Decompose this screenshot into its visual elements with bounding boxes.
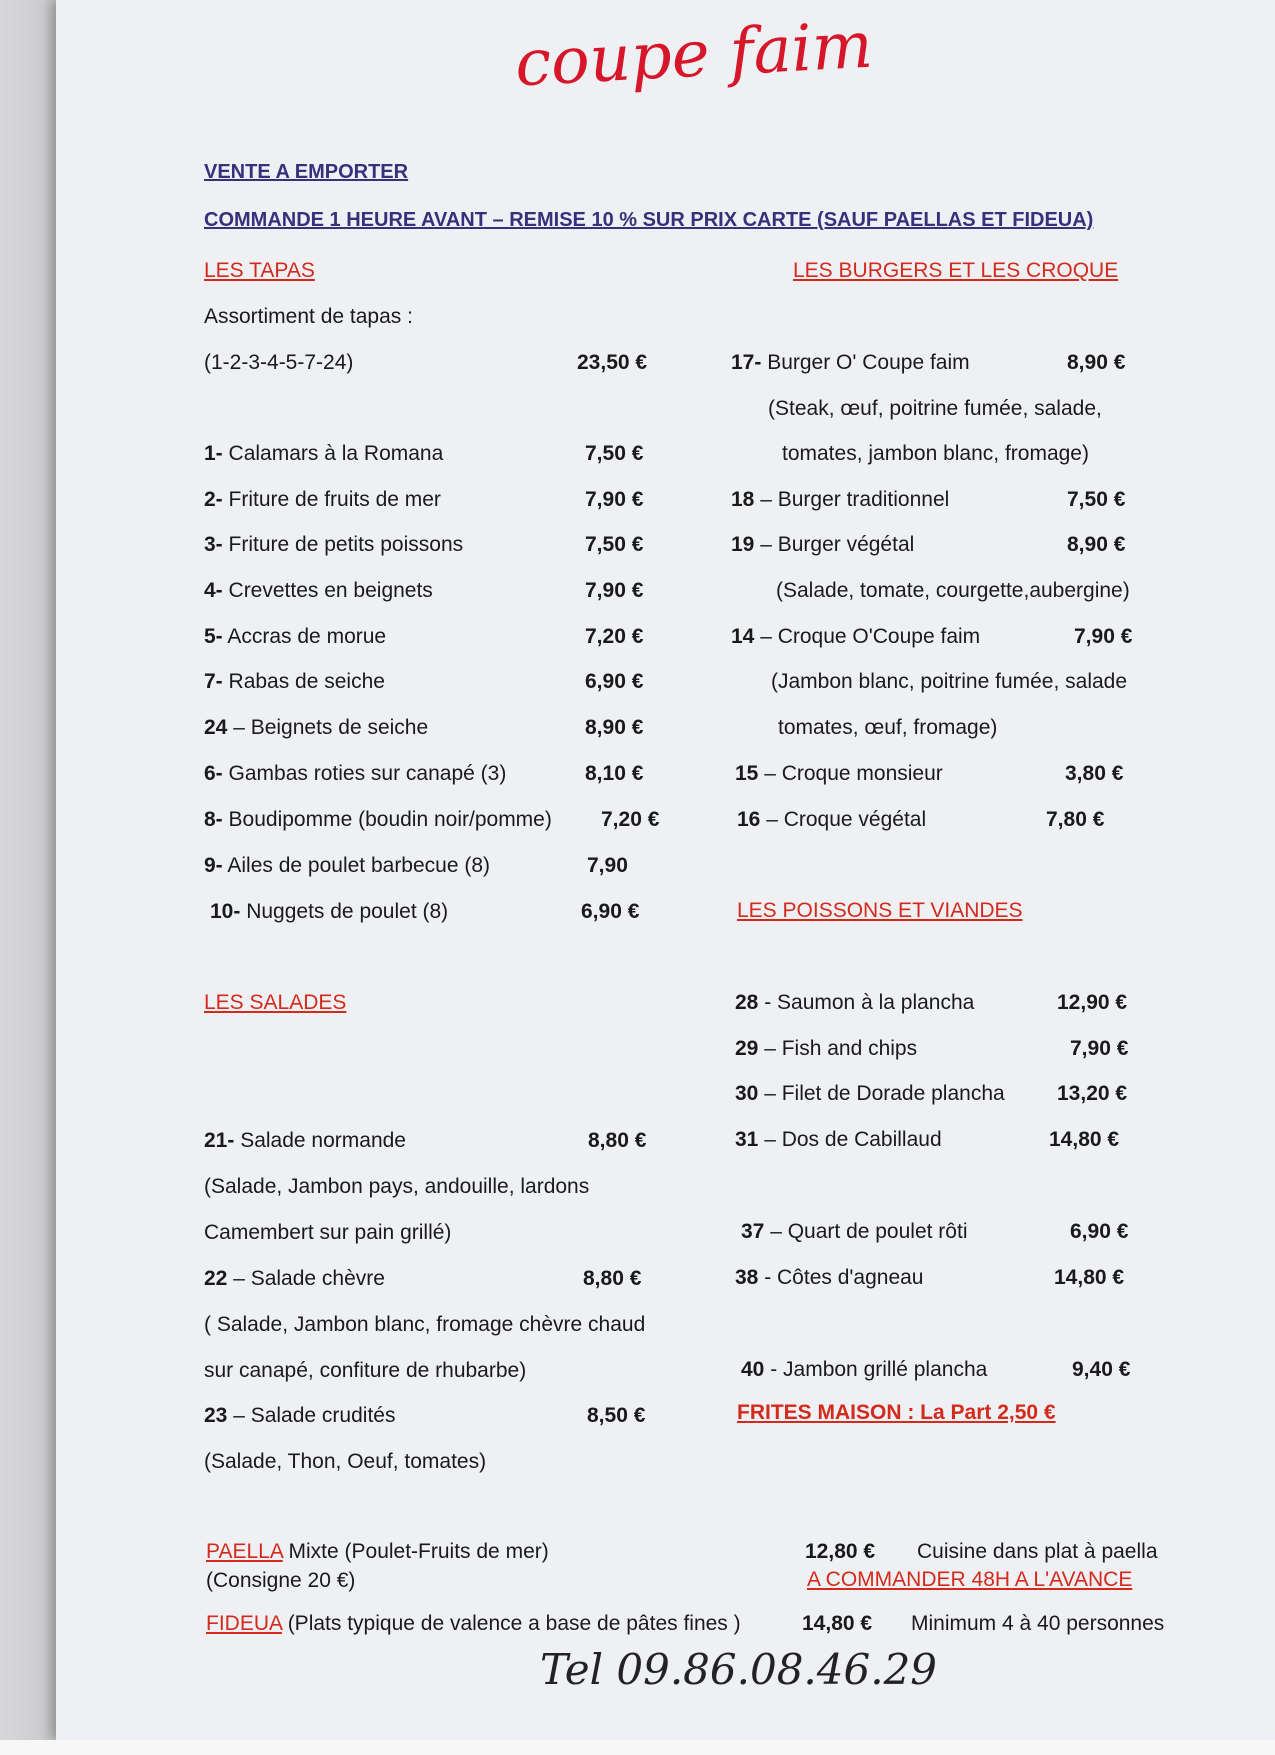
tapas-item-price: 7,50 €: [585, 442, 644, 465]
burger-item-name: Burger O' Coupe faim: [761, 351, 970, 374]
tapas-item-number: 8-: [204, 808, 223, 831]
salade-item-price: 8,50 €: [587, 1404, 646, 1427]
poisson-item: [735, 1128, 942, 1152]
poisson-item-name: - Saumon à la plancha: [758, 991, 975, 1014]
poisson-item-number: 28: [735, 991, 759, 1014]
tapas-item: [204, 625, 386, 649]
tapas-item: [204, 762, 506, 786]
burger-item-price: 8,90 €: [1067, 533, 1126, 556]
tapas-item-price: 7,90 €: [585, 488, 644, 511]
burger-item-name: – Burger traditionnel: [754, 488, 950, 511]
burger-item-price: 7,80 €: [1046, 808, 1105, 831]
burger-item-price: 7,50 €: [1067, 488, 1126, 511]
handwritten-title: coupe faim: [513, 8, 875, 102]
poisson-item: [735, 991, 974, 1015]
tapas-item-name: Accras de morue: [222, 625, 387, 648]
poisson-item-price: 14,80 €: [1054, 1266, 1125, 1289]
tapas-item: [204, 808, 552, 832]
poisson-item-price: 7,90 €: [1070, 1037, 1129, 1060]
phone-number: Tel 09.86.08.46.29: [540, 1645, 938, 1694]
tapas-item-price: 8,10 €: [585, 762, 644, 785]
salade-item-price: 8,80 €: [583, 1267, 642, 1290]
fideua-description: (Plats typique de valence a base de pâtes fines ): [281, 1612, 741, 1635]
burger-item-description: tomates, œuf, fromage): [778, 716, 998, 739]
poisson-item: [735, 1082, 1005, 1106]
poisson-item-number: 37: [741, 1220, 765, 1243]
burger-item-price: 3,80 €: [1065, 762, 1124, 785]
burger-item: [731, 533, 914, 557]
burger-item-price: 8,90 €: [1067, 351, 1126, 374]
burger-item-number: 17-: [731, 351, 762, 374]
burger-item-number: 19: [731, 533, 755, 556]
tapas-item: [204, 716, 428, 740]
tapas-item-number: 4-: [204, 579, 223, 602]
tapas-item-name: Friture de fruits de mer: [222, 488, 441, 511]
poisson-item: [735, 1266, 923, 1290]
poisson-item: [735, 1037, 917, 1061]
salade-item: [204, 1267, 385, 1291]
tapas-item-name: Nuggets de poulet (8): [240, 900, 449, 923]
tapas-item-name: Calamars à la Romana: [222, 442, 444, 465]
poisson-item-name: – Filet de Dorade plancha: [758, 1082, 1005, 1105]
salade-item-number: 21-: [204, 1129, 235, 1152]
tapas-item-name: Crevettes en beignets: [222, 579, 433, 602]
burger-item-description: (Steak, œuf, poitrine fumée, salade,: [768, 397, 1102, 420]
tapas-item: [204, 670, 385, 694]
burger-item: [737, 808, 926, 832]
burger-item: [735, 762, 943, 786]
salade-item-price: 8,80 €: [588, 1129, 647, 1152]
scan-left-edge: [0, 0, 56, 1755]
scan-bottom-edge: [0, 1740, 1275, 1755]
tapas-item: [210, 900, 448, 924]
poisson-item-number: 30: [735, 1082, 759, 1105]
burger-item-name: – Croque végétal: [760, 808, 927, 831]
tapas-item-number: 6-: [204, 762, 223, 785]
tapas-assortment-price: 23,50 €: [577, 351, 648, 374]
fideua-line: [206, 1612, 741, 1636]
poisson-item-price: 6,90 €: [1070, 1220, 1129, 1243]
tapas-item-price: 8,90 €: [585, 716, 644, 739]
section-title-salades: LES SALADES: [204, 991, 347, 1014]
tapas-item-number: 10-: [210, 900, 241, 923]
header-order-notice: COMMANDE 1 HEURE AVANT – REMISE 10 % SUR PRIX CARTE (SAUF PAELLAS ET FIDEUA): [204, 209, 1094, 231]
burger-item-number: 15: [735, 762, 759, 785]
paella-order-note: A COMMANDER 48H A L'AVANCE: [807, 1568, 1133, 1591]
poisson-item: [741, 1358, 987, 1382]
tapas-item-number: 5-: [204, 625, 223, 648]
salade-description: sur canapé, confiture de rhubarbe): [204, 1359, 527, 1382]
salade-item-number: 22: [204, 1267, 228, 1290]
salade-description: (Salade, Jambon pays, andouille, lardons: [204, 1175, 590, 1198]
tapas-item-number: 3-: [204, 533, 223, 556]
section-title-tapas: LES TAPAS: [204, 259, 315, 282]
tapas-item-name: Ailes de poulet barbecue (8): [222, 854, 491, 877]
poisson-item: [741, 1220, 967, 1244]
header-takeaway: VENTE A EMPORTER: [204, 161, 409, 183]
tapas-item-price: 7,50 €: [585, 533, 644, 556]
paella-deposit: (Consigne 20 €): [206, 1569, 356, 1592]
tapas-item-number: 24: [204, 716, 228, 739]
poisson-item-number: 31: [735, 1128, 759, 1151]
poisson-item-price: 13,20 €: [1057, 1082, 1128, 1105]
tapas-item-number: 7-: [204, 670, 223, 693]
burger-item-number: 14: [731, 625, 755, 648]
burger-item: [731, 351, 970, 375]
salade-item-number: 23: [204, 1404, 228, 1427]
fideua-price: 14,80 €: [802, 1612, 873, 1635]
tapas-item-name: Rabas de seiche: [222, 670, 385, 693]
burger-item-description: tomates, jambon blanc, fromage): [782, 442, 1089, 465]
poisson-item-number: 40: [741, 1358, 765, 1381]
tapas-item: [204, 533, 463, 557]
burger-item: [731, 625, 980, 649]
tapas-item-name: – Beignets de seiche: [227, 716, 429, 739]
tapas-item-price: 6,90 €: [585, 670, 644, 693]
tapas-assortment-label: Assortiment de tapas :: [204, 305, 413, 328]
poisson-item-name: - Jambon grillé plancha: [764, 1358, 988, 1381]
poisson-item-price: 12,90 €: [1057, 991, 1128, 1014]
tapas-item-name: Boudipomme (boudin noir/pomme): [222, 808, 552, 831]
poisson-item-name: – Fish and chips: [758, 1037, 918, 1060]
salade-description: (Salade, Thon, Oeuf, tomates): [204, 1450, 487, 1473]
poisson-item-number: 29: [735, 1037, 759, 1060]
poisson-item-name: - Côtes d'agneau: [758, 1266, 924, 1289]
salade-item-name: – Salade crudités: [227, 1404, 396, 1427]
poisson-item-number: 38: [735, 1266, 759, 1289]
tapas-item-number: 1-: [204, 442, 223, 465]
poisson-item-name: – Dos de Cabillaud: [758, 1128, 942, 1151]
poisson-item-price: 14,80 €: [1049, 1128, 1120, 1151]
salade-item-name: – Salade chèvre: [227, 1267, 385, 1290]
paella-label: PAELLA: [206, 1540, 283, 1563]
salade-description: Camembert sur pain grillé): [204, 1221, 452, 1244]
paella-line: [206, 1540, 549, 1564]
section-title-burgers: LES BURGERS ET LES CROQUE: [793, 259, 1119, 282]
tapas-item-price: 6,90 €: [581, 900, 640, 923]
salade-item-name: Salade normande: [234, 1129, 406, 1152]
burger-item-name: – Burger végétal: [754, 533, 915, 556]
tapas-item-name: Friture de petits poissons: [222, 533, 464, 556]
paella-description: Mixte (Poulet-Fruits de mer): [282, 1540, 549, 1563]
fideua-minimum-note: Minimum 4 à 40 personnes: [911, 1612, 1165, 1635]
fideua-label: FIDEUA: [206, 1612, 282, 1635]
tapas-item: [204, 442, 443, 466]
burger-item-number: 16: [737, 808, 761, 831]
burger-item-price: 7,90 €: [1074, 625, 1133, 648]
poisson-item-name: – Quart de poulet rôti: [764, 1220, 968, 1243]
tapas-item-number: 9-: [204, 854, 223, 877]
salade-item: [204, 1129, 406, 1153]
tapas-item: [204, 488, 441, 512]
burger-item-name: – Croque O'Coupe faim: [754, 625, 981, 648]
paella-cooking-note: Cuisine dans plat à paella: [917, 1540, 1158, 1563]
burger-item-name: – Croque monsieur: [758, 762, 943, 785]
salade-item: [204, 1404, 395, 1428]
tapas-item-price: 7,20 €: [585, 625, 644, 648]
burger-item-number: 18: [731, 488, 755, 511]
tapas-item-price: 7,90: [587, 854, 628, 877]
tapas-item: [204, 579, 433, 603]
paella-price: 12,80 €: [805, 1540, 876, 1563]
tapas-item: [204, 854, 490, 878]
burger-item-description: (Salade, tomate, courgette,aubergine): [776, 579, 1130, 602]
tapas-item-price: 7,90 €: [585, 579, 644, 602]
burger-item: [731, 488, 949, 512]
poisson-item-price: 9,40 €: [1072, 1358, 1131, 1381]
tapas-item-price: 7,20 €: [601, 808, 660, 831]
salade-description: ( Salade, Jambon blanc, fromage chèvre chaud: [204, 1313, 646, 1336]
tapas-item-number: 2-: [204, 488, 223, 511]
burger-item-description: (Jambon blanc, poitrine fumée, salade: [771, 670, 1128, 693]
tapas-assortment-items: (1-2-3-4-5-7-24): [204, 351, 354, 374]
tapas-item-name: Gambas roties sur canapé (3): [222, 762, 507, 785]
section-title-poissons: LES POISSONS ET VIANDES: [737, 899, 1023, 922]
frites-maison-price: FRITES MAISON : La Part 2,50 €: [737, 1401, 1056, 1424]
